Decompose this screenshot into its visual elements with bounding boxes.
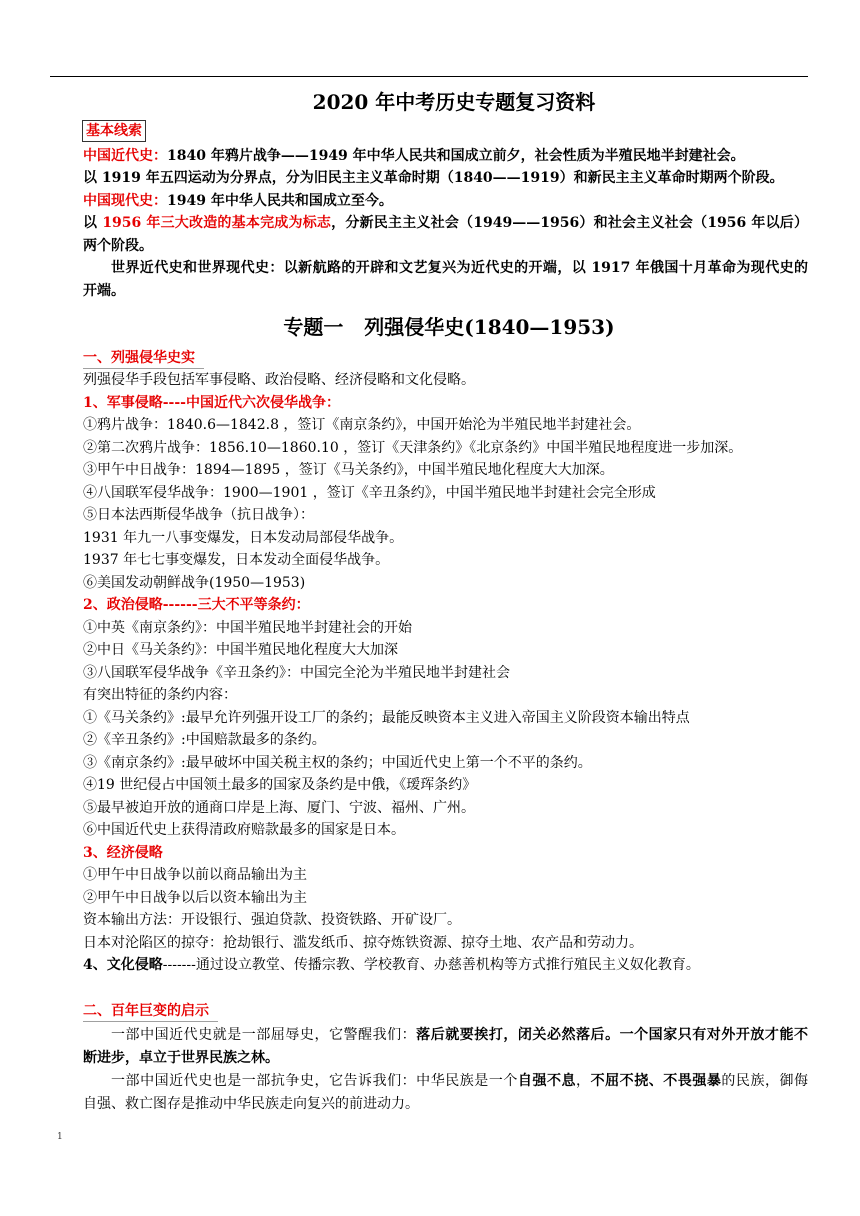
list-item: ①鸦片战争：1840.6—1842.8 ，签订《南京条约》，中国开始沦为半殖民地半封建社会。	[83, 417, 641, 434]
list-item: ②《辛丑条约》:中国赔款最多的条约。	[83, 732, 326, 749]
list-item: ②第二次鸦片战争：1856.10—1860.10 ，签订《天津条约》《北京条约》中国半殖民地程度进一步加深。	[83, 439, 743, 456]
military-heading: 1、军事侵略----中国近代六次侵华战争：	[83, 394, 340, 411]
lessons-paragraph-2-cont: 自强、救亡图存是推动中华民族走向复兴的前进动力。	[83, 1096, 419, 1113]
clue-text: 开端。	[83, 282, 125, 299]
list-item: 1937 年七七事变爆发，日本发动全面侵华战争。	[83, 552, 390, 569]
facts-intro: 列强侵华手段包括军事侵略、政治侵略、经济侵略和文化侵略。	[83, 372, 475, 389]
clue-text: 1840 年鸦片战争——1949 年中华人民共和国成立前夕，社会性质为半殖民地半封建社会。	[167, 147, 745, 164]
section-heading-facts	[83, 347, 808, 370]
header-rule	[50, 76, 808, 77]
lessons-section	[83, 1000, 808, 1116]
clue-text: 两个阶段。	[83, 237, 153, 254]
list-item: ④19 世纪侵占中国领土最多的国家及条约是中俄，《瑷珲条约》	[83, 777, 477, 794]
list-item: ③甲午中日战争：1894—1895 ，签订《马关条约》，中国半殖民地化程度大大加深。	[83, 462, 614, 479]
list-item: 日本对沦陷区的掠夺：抢劫银行、滥发纸币、掠夺炼铁资源、掠夺土地、农产品和劳动力。	[83, 934, 643, 951]
section-heading-lessons	[83, 1000, 808, 1023]
lessons-paragraph-1-cont: 断进步，卓立于世界民族之林。	[83, 1049, 279, 1066]
topic-one-title: 专题一 列强侵华史(1840—1953)	[283, 315, 615, 339]
page-number: 1	[57, 1132, 63, 1142]
list-item: ①甲午中日战争以前以商品输出为主	[83, 867, 307, 884]
clue-label-contemporary-china: 中国现代史：	[83, 192, 167, 209]
paragraph-text: 的民族，御侮	[721, 1072, 809, 1089]
list-item: ④八国联军侵华战争：1900—1901 ，签订《辛丑条约》，中国半殖民地半封建社会完全形成	[83, 484, 656, 501]
cultural-text: -------通过设立教堂、传播宗教、学校教育、办慈善机构等方式推行殖民主义奴化教育。	[162, 957, 700, 974]
clue-text: 1949 年中华人民共和国成立至今。	[167, 192, 393, 209]
list-item: ①《马关条约》:最早允许列强开设工厂的条约；最能反映资本主义进入帝国主义阶段资本输出特点	[83, 709, 690, 726]
clue-prefix: 以	[83, 215, 103, 232]
clue-highlight: 1956 年三大改造的基本完成为标志	[102, 215, 332, 232]
paragraph-emphasis: 自强不息	[517, 1072, 577, 1089]
clue-text: 世界近代史和世界现代史：以新航路的开辟和文艺复兴为近代史的开端，以 1917 年俄国十月革命为现代史的	[111, 260, 808, 277]
basic-clues	[83, 145, 808, 303]
list-item: ②甲午中日战争以后以资本输出为主	[83, 889, 307, 906]
lessons-paragraph-2	[83, 1070, 808, 1093]
lessons-paragraph-1	[83, 1024, 808, 1047]
list-item: ③《南京条约》:最早破坏中国关税主权的条约；中国近代史上第一个不平的条约。	[83, 754, 592, 771]
paragraph-text: ，	[576, 1072, 591, 1089]
list-item: ⑥中国近代史上获得清政府赔款最多的国家是日本。	[83, 822, 405, 839]
clue-line-contemporary-china	[83, 190, 808, 213]
page-title: 2020 年中考历史专题复习资料	[312, 90, 596, 114]
facts-heading: 一、列强侵华史实	[83, 349, 204, 369]
economic-heading: 3、经济侵略	[83, 844, 163, 861]
clue-line-modern-china	[83, 145, 808, 168]
clue-text: 以 1919 年五四运动为分界点，分为旧民主主义革命时期（1840——1919）和新民主主义革命时期两个阶段。	[83, 170, 784, 187]
invasion-facts-section	[83, 347, 808, 977]
political-heading: 2、政治侵略------三大不平等条约：	[83, 597, 310, 614]
paragraph-emphasis: 不屈不挠、不畏强暴	[590, 1072, 722, 1089]
list-item: ②中日《马关条约》：中国半殖民地化程度大大加深	[83, 642, 398, 659]
list-item: ①中英《南京条约》：中国半殖民地半封建社会的开始	[83, 619, 412, 636]
list-item: ⑤最早被迫开放的通商口岸是上海、厦门、宁波、福州、广州。	[83, 799, 475, 816]
paragraph-emphasis: 落后就要挨打，闭关必然落后。一个国家只有对外开放才能不	[416, 1026, 809, 1043]
paragraph-text: 一部中国近代史也是一部抗争史，它告诉我们：中华民族是一个	[111, 1072, 518, 1089]
lessons-heading: 二、百年巨变的启示	[83, 1002, 218, 1022]
clue-label-modern-china: 中国近代史：	[83, 147, 167, 164]
cultural-line	[83, 954, 808, 977]
list-item: 1931 年九一八事变爆发，日本发动局部侵华战争。	[83, 529, 404, 546]
cultural-heading: 4、文化侵略	[83, 957, 163, 974]
clue-text: ，分新民主主义社会（1949——1956）和社会主义社会（1956 年以后）	[331, 215, 809, 232]
list-item: ⑥美国发动朝鲜战争(1950—1953)	[83, 574, 306, 591]
list-item: 资本输出方法：开设银行、强迫贷款、投资铁路、开矿设厂。	[83, 912, 461, 929]
basic-clues-label: 基本线索	[82, 120, 146, 142]
clue-line-contemporary-periods	[83, 212, 808, 235]
paragraph-text: 一部中国近代史就是一部屈辱史，它警醒我们：	[111, 1026, 417, 1043]
treaty-features-heading: 有突出特征的条约内容：	[83, 687, 237, 704]
clue-line-contemporary-periods-cont	[83, 235, 808, 258]
clue-line-world-history	[83, 257, 808, 280]
clue-line-world-history-cont	[83, 280, 808, 303]
list-item: ⑤日本法西斯侵华战争（抗日战争）：	[83, 507, 314, 524]
clue-line-modern-periods	[83, 167, 808, 190]
list-item: ③八国联军侵华战争《辛丑条约》：中国完全沦为半殖民地半封建社会	[83, 664, 510, 681]
